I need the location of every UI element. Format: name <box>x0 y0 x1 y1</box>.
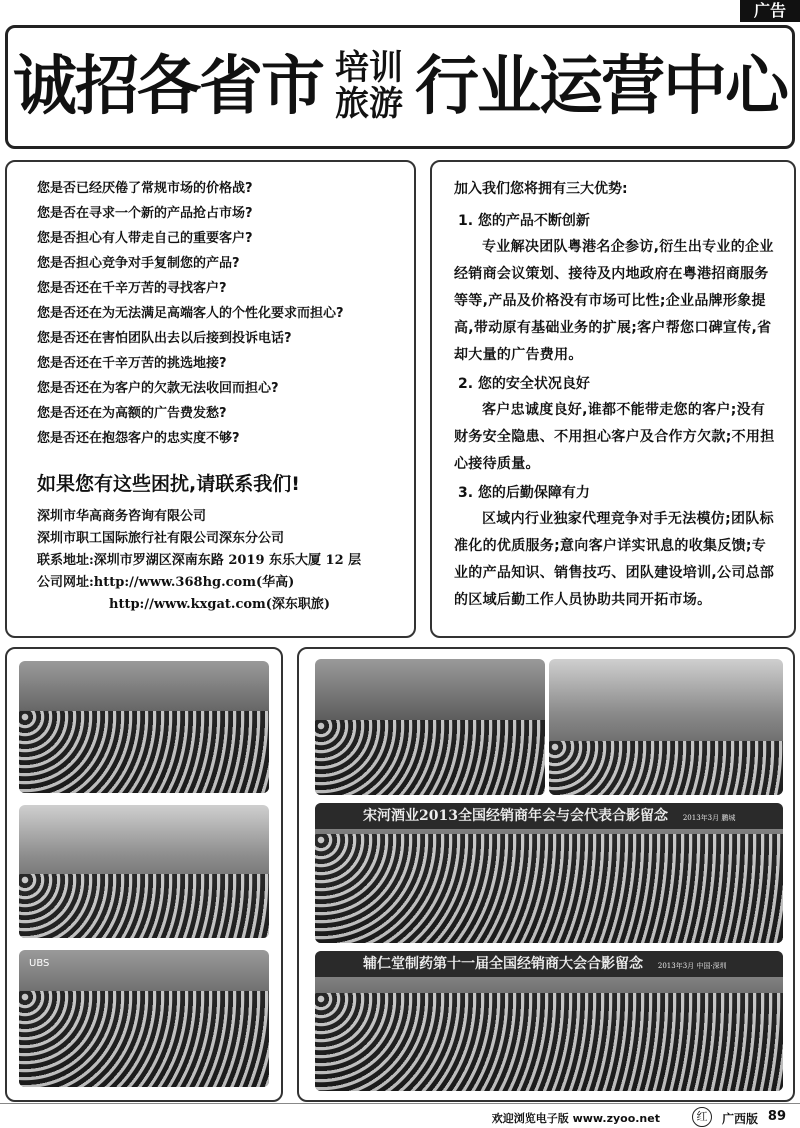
photo-gallery-left <box>5 647 283 1102</box>
advantages-panel <box>430 160 796 638</box>
group-photo-ubs <box>19 950 269 1087</box>
company-website-1[interactable]: 公司网址:http://www.368hg.com(华高) <box>37 575 295 590</box>
company-name-1: 深圳市华高商务咨询有限公司 <box>37 509 207 524</box>
page-footer <box>0 1103 800 1128</box>
footer-welcome[interactable]: 欢迎浏览电子版 www.zyoo.net <box>491 1112 660 1125</box>
advantage-2-body: 客户忠诚度良好,谁都不能带走您的客户;没有财务安全隐患、不用担心客户及合作方欠款;不用担心接待质量。 <box>454 402 775 472</box>
company-website-2[interactable]: http://www.kxgat.com(深东职旅) <box>109 597 331 612</box>
headline-middle-top: 培训 <box>335 48 403 89</box>
question-10: 您是否还在为高额的广告费发愁? <box>37 406 227 421</box>
question-1: 您是否已经厌倦了常规市场的价格战? <box>37 181 253 196</box>
headline-box <box>5 25 795 149</box>
ad-tag: 广告 <box>740 0 800 22</box>
group-photo-furentang <box>315 951 783 1091</box>
photo-gallery-right <box>297 647 795 1102</box>
footer-edition: 广西版 <box>721 1112 758 1126</box>
advantage-3-body: 区域内行业独家代理竞争对手无法模仿;团队标准化的优质服务;意向客户详实讯息的收集反馈;专业的产品知识、销售技巧、团队建设培训,公司总部的区域后勤工作人员协助共同开拓市场。 <box>454 511 775 608</box>
question-11: 您是否还在抱怨客户的忠实度不够? <box>37 431 240 446</box>
footer-logo-icon: 红 <box>692 1107 712 1127</box>
question-3: 您是否担心有人带走自己的重要客户? <box>37 231 253 246</box>
headline-middle <box>335 48 403 124</box>
company-name-2: 深圳市职工国际旅行社有限公司深东分公司 <box>37 531 285 546</box>
advantages-heading: 加入我们您将拥有三大优势: <box>454 181 628 197</box>
contact-address: 联系地址:深圳市罗湖区深南东路 2019 东乐大厦 12 层 <box>37 553 362 568</box>
question-6: 您是否还在为无法满足高端客人的个性化要求而担心? <box>37 306 344 321</box>
group-photo-2 <box>315 659 545 795</box>
photo-banner-1 <box>315 803 783 829</box>
banner-2-text: 辅仁堂制药第十一届全国经销商大会合影留念 <box>363 956 643 972</box>
banner-1-text: 宋河酒业2013全国经销商年会与会代表合影留念 <box>363 808 668 824</box>
headline-part2: 行业运营中心 <box>415 50 787 124</box>
meeting-photo <box>549 659 783 795</box>
page-number: 89 <box>767 1109 786 1124</box>
question-4: 您是否担心竞争对手复制您的产品? <box>37 256 240 271</box>
question-8: 您是否还在千辛万苦的挑选地接? <box>37 356 227 371</box>
conference-hall-photo <box>19 805 269 938</box>
headline-part1: 诚招各省市 <box>13 50 323 124</box>
question-2: 您是否在寻求一个新的产品抢占市场? <box>37 206 253 221</box>
question-9: 您是否还在为客户的欠款无法收回而担心? <box>37 381 279 396</box>
ubs-logo: UBS <box>29 958 50 969</box>
advantage-2-title: 2. 您的安全状况良好 <box>458 376 590 392</box>
call-to-action: 如果您有这些困扰,请联系我们! <box>37 473 300 495</box>
advantage-3-title: 3. 您的后勤保障有力 <box>458 485 590 501</box>
photo-banner-2 <box>315 951 783 977</box>
advantage-1-title: 1. 您的产品不断创新 <box>458 213 590 229</box>
contact-block <box>37 506 414 616</box>
headline-middle-bottom: 旅游 <box>335 84 403 124</box>
advantage-1-body: 专业解决团队粤港名企参访,衍生出专业的企业经销商会议策划、接待及内地政府在粤港招商服务等等,产品及价格没有市场可比性;企业品牌形象提高,带动原有基础业务的扩展;客户帮您口碑宣传,省却大量的广告费用。 <box>454 239 774 363</box>
banner-1-small: 2013年3月 鹏城 <box>682 814 736 822</box>
group-photo-songhe <box>315 803 783 943</box>
question-7: 您是否还在害怕团队出去以后接到投诉电话? <box>37 331 292 346</box>
questions-panel <box>5 160 416 638</box>
group-photo-1 <box>19 661 269 793</box>
question-5: 您是否还在千辛万苦的寻找客户? <box>37 281 227 296</box>
banner-2-small: 2013年3月 中国·深圳 <box>657 962 727 970</box>
